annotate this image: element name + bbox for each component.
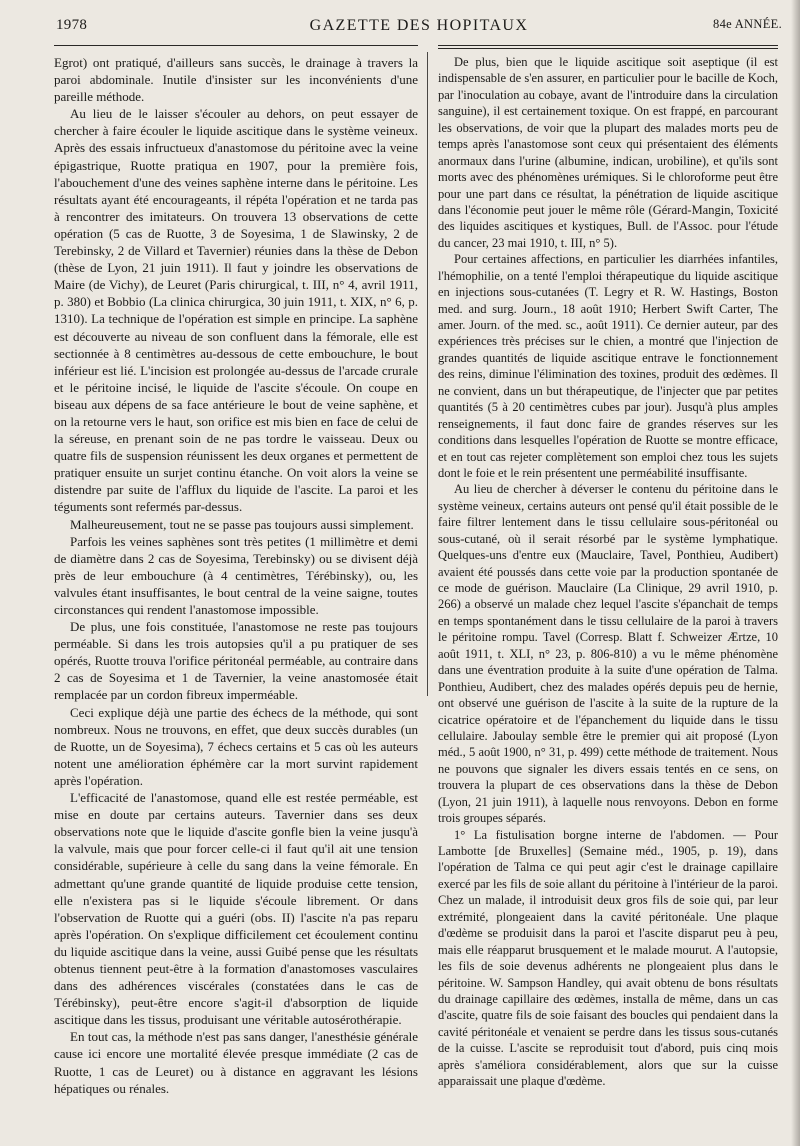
header-rule-right	[438, 45, 778, 46]
volume-year: 84e ANNÉE.	[713, 17, 782, 31]
page-header	[56, 17, 782, 39]
paragraph: Parfois les veines saphènes sont très petites (1 millimètre et demi de diamètre dans 2 cas de Soyesima, Terebinsky) ou se divisent déjà près de leur embouchure (à 4 centimètres, Térébinsky), ou, les valvules étant insuffisantes, le bout central de la veine saigne, toutes circonstances qui rendent l'anastomose impossible.	[54, 533, 418, 617]
paragraph: Ceci explique déjà une partie des échecs de la méthode, qui sont nombreux. Nous ne trouvons, en effet, que deux succès durables (un de Ruotte, un de Soyesima), 7 échecs certains et 5 cas où les auteurs notent une amélioration éphémère car la mort survint rapidement après l'opération.	[54, 704, 418, 788]
header-rule-right-double	[438, 48, 778, 49]
paragraph: Au lieu de chercher à déverser le contenu du péritoine dans le système veineux, certains auteurs ont pensé qu'il était possible de le faire filtrer lentement dans le tissu cellulaire sous-péritonéal ou sous-cutané, où il serait résorbé par le système lymphatique. Quelques-uns d'entre eux (Mauclaire, Tavel, Ponthieu, Audibert) avaient été poussés dans cette voie par la production spontanée de ce mode de guérison. Mauclaire (La Clinique, 29 avril 1910, p. 266) a observé un malade chez lequel l'ascite s'épanchait de temps en temps spontanément dans le tissu cellulaire de la paroi à travers le péritoine rompu. Tavel (Corresp. Blatt f. Schweizer Ærtze, 10 août 1911, t. XLI, n° 23, p. 806-810) a vu le même phénomène dans une éventration produite à la suite d'une opération de Talma. Ponthieu, Audibert, chez des malades opérés depuis peu de hernie, ont observé une guérison de l'ascite à la suite de la rupture de la cicatrice opératoire et de l'épanchement du liquide dans le tissu cellulaire. Jaboulay semble être le premier qui ait proposé (Lyon méd., 5 août 1900, n° 31, p. 499) cette méthode de traitement. Nous ne pouvons que signaler les divers essais tentés en ce sens, on trouvera la plupart de ces observations dans la thèse de Debon (Lyon, 21 juin 1911), à laquelle nous renvoyons. Debon en forme trois groupes séparés.	[438, 482, 778, 826]
page-edge-shadow	[791, 0, 800, 1146]
left-column	[54, 54, 418, 1097]
paragraph: L'efficacité de l'anastomose, quand elle est restée perméable, est mise en doute par certains auteurs. Tavernier dans ses deux observations note que le liquide d'ascite gonfle bien la veine jusqu'à la valvule, mais que pour forcer celle-ci il faut qu'il ait une tension considérable, supérieure à celle du sang dans la veine fémorale. En admettant qu'une grande quantité de liquide produise cette tension, elle n'existera pas si le liquide s'écoule librement. Or dans l'observation de Ruotte qui a guéri (obs. II) l'ascite n'a pas reparu après l'opération. On s'explique difficilement cet écoulement continu du liquide ascitique dans la veine, aussi Guibé pense que les résultats obtenus tiennent peut-être à la formation d'anastomoses vasculaires dans des adhérences viscérales (constatées dans le cas de Térébinsky), peut-être encore s'agit-il d'absorption de liquide ascitique dans les tissus, produisant une véritable autosérothérapie.	[54, 790, 418, 1028]
paragraph: De plus, bien que le liquide ascitique soit aseptique (il est indispensable de s'en assurer, en particulier pour le bacille de Koch, par l'inoculation au cobaye, avant de l'introduire dans la circulation sanguine), il est certainement toxique. On est frappé, en parcourant les observations, de voir que la plupart des malades morts peu de temps après l'anastomose sont ceux qui présentaient des éléments anormaux dans l'urine (albumine, indican, urobiline), et qu'ils sont morts avec des phénomènes urémiques. Si le chloroforme peut être pour une part dans ce résultat, la pénétration de liquide ascitique dans l'économie peut jouer le même rôle (Gérard-Mangin, Toxicité des liquides ascitiques et kystiques, Bull. de l'Assoc. pour l'étude du cancer, 23 mai 1910, t. III, n° 5).	[438, 55, 778, 250]
paragraph: En tout cas, la méthode n'est pas sans danger, l'anesthésie générale cause ici encore une mortalité élevée presque immédiate (2 cas de Ruotte, 1 cas de Leuret) ou à distance en aggravant les lésions hépatiques ou rénales.	[54, 1029, 418, 1096]
right-column	[438, 54, 778, 1090]
paragraph: De plus, une fois constituée, l'anastomose ne reste pas toujours perméable. Si dans les trois autopsies qu'il a pu pratiquer de ses opérés, Ruotte trouva l'orifice péritonéal perméable, au contraire dans 2 cas de Soyesima et 1 de Tavernier, la veine anastomosée était remplacée par un cordon fibreux imperméable.	[54, 619, 418, 703]
page-number: 1978	[56, 17, 88, 33]
paragraph: 1° La fistulisation borgne interne de l'abdomen. — Pour Lambotte [de Bruxelles] (Semaine méd., 1905, p. 19), dans l'opération de Talma ce qui peut agir c'est le drainage capillaire exercé par les fils de soie allant du péritoine à l'intérieur de la paroi. Chez un malade, il introduisit deux gros fils de soie qui, par leur extrémité, plongeaient dans la cavité péritonéale. Une plaque d'œdème se produisit dans la paroi et l'ascite disparut peu à peu, mais elle réapparut brusquement et le malade mourut. A l'autopsie, les fils de soie devenus adhérents ne plongeaient plus dans le péritoine. W. Sampson Handley, qui avait obtenu de bons résultats du drainage capillaire des œdèmes, installa de même, dans un cas d'ascite, quatre fils de soie faisant des boucles qui pendaient dans la cavité péritonéale et venaient se perdre dans les tissus sous-cutanés de la cuisse. L'ascite se reproduisit tout d'abord, puis cinq mois après s'améliora considérablement, alors que sur la cuisse apparaissait une plaque d'œdème.	[438, 827, 778, 1089]
column-divider	[427, 52, 428, 696]
paragraph: Pour certaines affections, en particulier les diarrhées infantiles, l'hémophilie, on a tenté l'emploi thérapeutique du liquide ascitique en injections sous-cutanées (T. Legry et R. W. Hastings, Boston med. and surg. Journ., 18 août 1910; Herbert Swift Carter, The amer. Journ. of the med. sc., août 1911). Ce dernier auteur, par des expériences très précises sur le chien, a montré que l'injection de grandes quantités de liquide ascitique entrave le fonctionnement des reins, diminue l'élimination des toxines, produit des œdèmes. Il ne convient, dans un but thérapeutique, de l'injecter que par petites quantités (5 à 20 centimètres cubes par jour). Jusqu'à plus amples renseignements, il faut donc faire de grandes réserves sur les conditions dans lesquelles l'opération de Ruotte se montre efficace, et en tout cas rejeter complètement son emploi chez tous les sujets dont le foie et le rein présentent une perméabilité insuffisante.	[438, 252, 778, 480]
header-rule-left	[54, 45, 418, 46]
paragraph: Egrot) ont pratiqué, d'ailleurs sans succès, le drainage à travers la paroi abdominale. Inutile d'insister sur les inconvénients d'une pareille méthode.	[54, 55, 418, 105]
paragraph: Au lieu de le laisser s'écouler au dehors, on peut essayer de chercher à faire écouler le liquide ascitique dans le système veineux. Après des essais infructueux d'anastomose du péritoine avec la veine épigastrique, Ruotte pratiqua en 1907, pour la première fois, l'abouchement d'une des veines saphène interne dans le péritoine. Les résultats ayant été encourageants, il répéta l'opération et ne tarda pas à rencontrer des imitateurs. On trouvera 13 observations de cette opération (5 cas de Ruotte, 3 de Soyesima, 1 de Slawinsky, 2 de Terebinsky, 2 de Villard et Tavernier) réunies dans la thèse de Debon (thèse de Lyon, 21 juin 1911). Il faut y joindre les observations de Maire (de Vichy), de Leuret (Paris chirurgical, t. III, n° 4, avril 1911, p. 380) et Bobbio (La clinica chirurgica, 30 juin 1911, t. XIX, n° 6, p. 1310). La technique de l'opération est simple en principe. La saphène est découverte au niveau de son confluent dans la fémorale, elle est sectionnée à 8 centimètres au-dessous de cette embouchure, le bout inférieur est lié. L'incision est prolongée au-dessus de l'arcade crurale et le péritoine incisé, le liquide de l'ascite s'écoule. On coupe en biseau aux dépens de sa face antérieure le bout de veine saphène, et on la retourne vers le haut, son orifice est mis bien en face de celui de la séreuse, en prenant soin de ne pas tordre le vaisseau. Deux ou quatre fils de suspension réunissent les deux organes et permettent de pratiquer ensuite un surjet continu étanche. On voit alors la veine se distendre par suite de l'afflux du liquide de l'ascite. La paroi et les téguments sont refermés par-dessus.	[54, 106, 418, 515]
paragraph: Malheureusement, tout ne se passe pas toujours aussi simplement.	[70, 516, 414, 532]
journal-title: GAZETTE DES HOPITAUX	[309, 17, 529, 34]
